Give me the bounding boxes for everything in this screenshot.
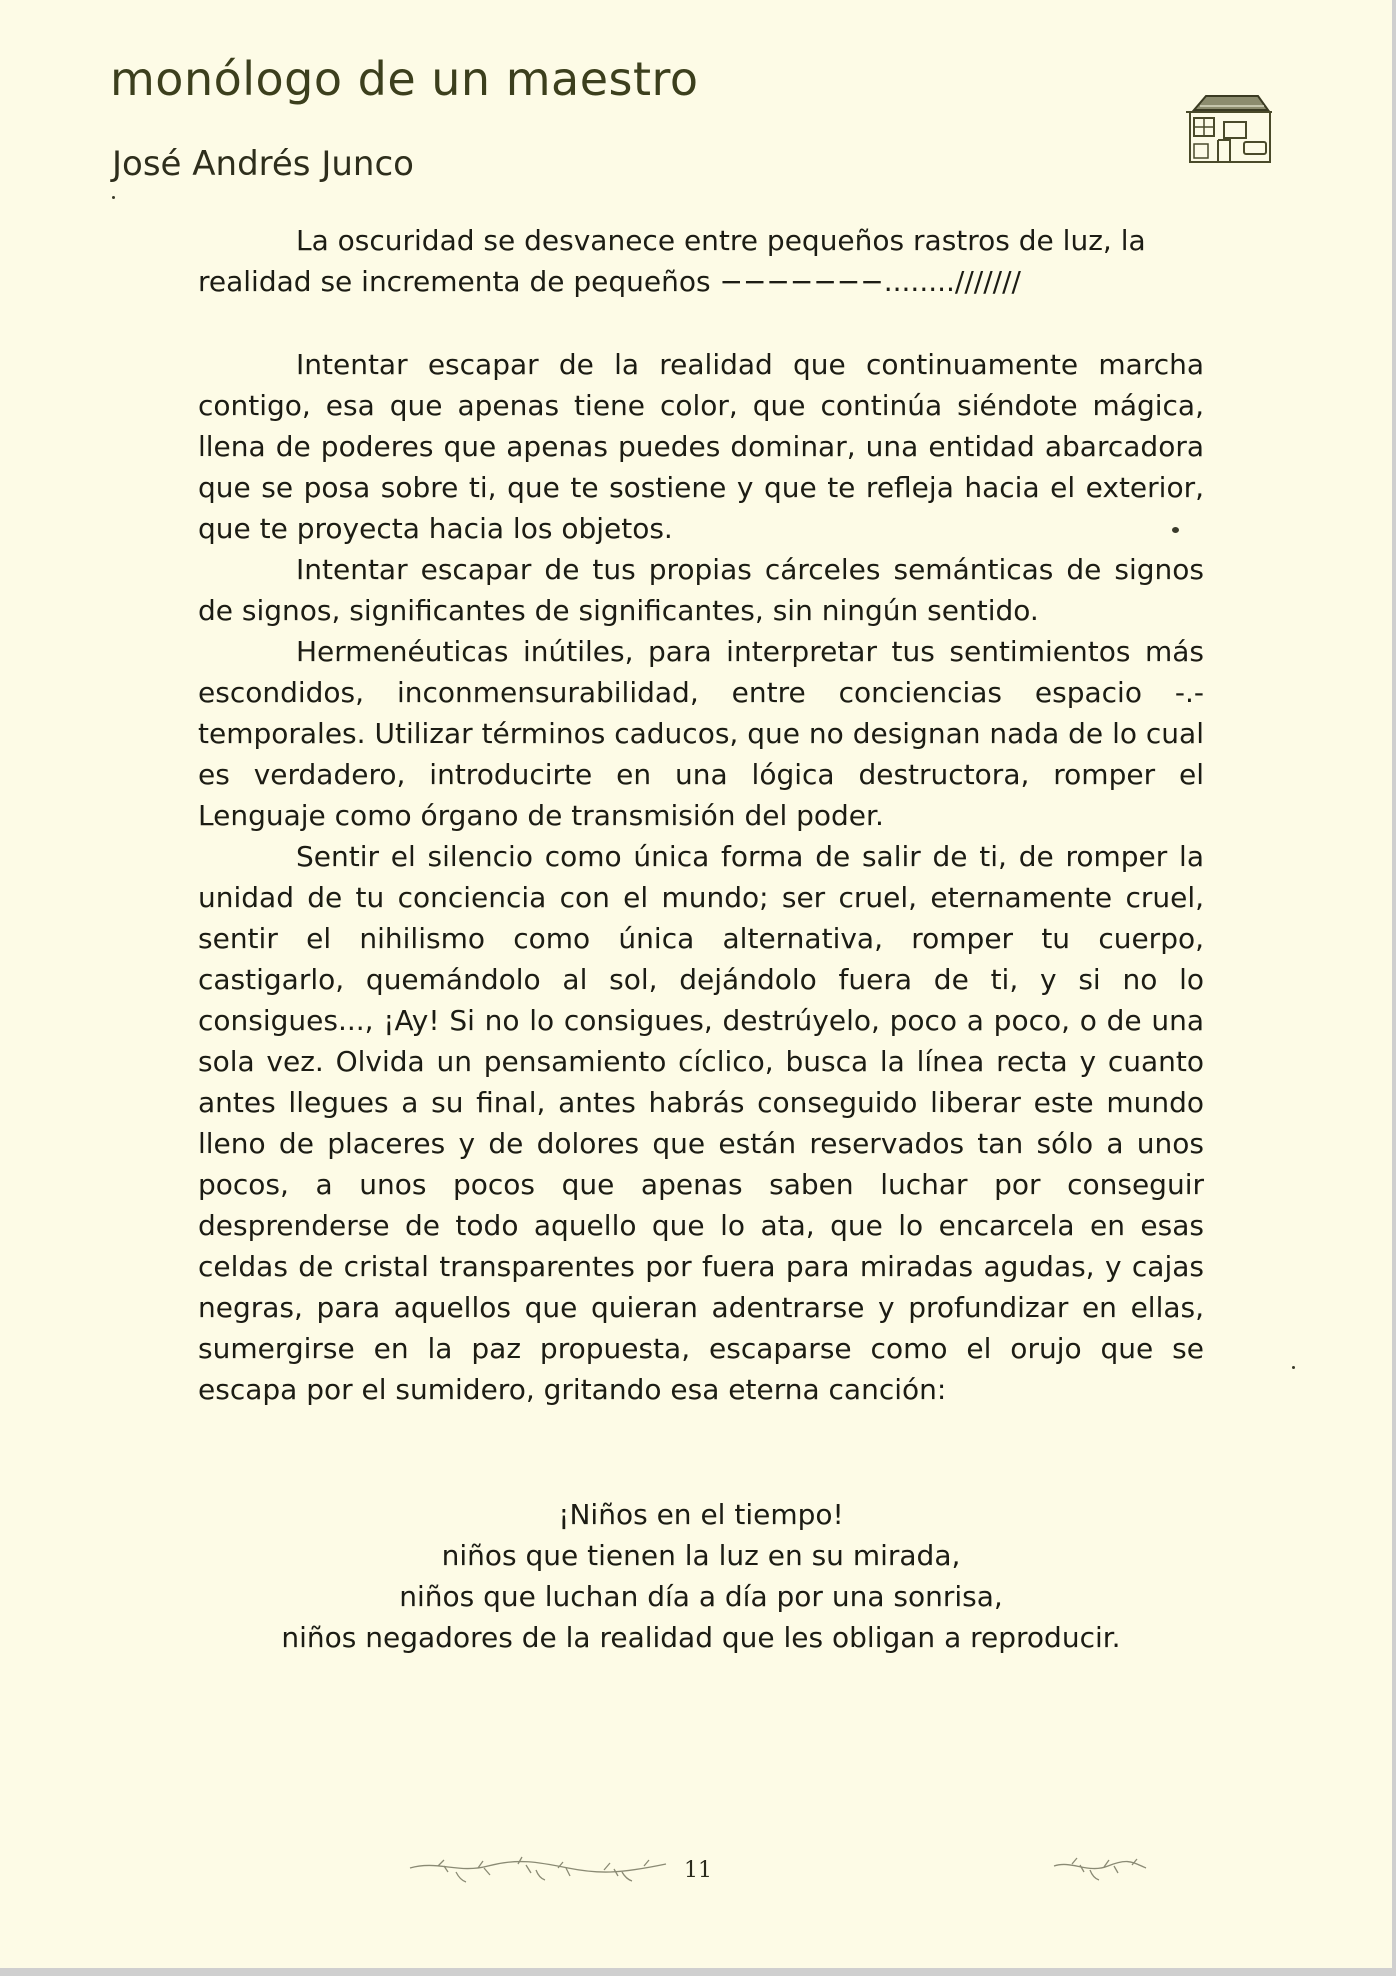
poem-line: niños que luchan día a día por una sonrisa, bbox=[399, 1580, 1003, 1613]
paragraph: Sentir el silencio como única forma de salir de ti, de romper la unidad de tu conciencia con el mundo; ser cruel, eternamente cruel, sentir el nihilismo como única alternativa, romper tu cuerpo, castigarlo, quemándolo al sol, dejándolo fuera de ti, y si no lo consigues..., ¡Ay! Si no lo consigues, destrúyelo, poco a poco, o de una sola vez. Olvida un pensamiento cíclico, busca la línea recta y cuanto antes llegues a su final, antes habrás conseguido liberar este mundo lleno de placeres y de dolores que están reservados tan sólo a unos pocos, a unos pocos que apenas saben luchar por conseguir desprenderse de todo aquello que lo ata, que lo encarcela en esas celdas de cristal transparentes por fuera para miradas agudas, y cajas negras, para aquellos que quieran adentrarse y profundizar en ellas, sumergirse en la paz propuesta, escaparse como el orujo que se escapa por el sumidero, gritando esa eterna canción: bbox=[198, 840, 1204, 1406]
poem-line: niños negadores de la realidad que les obligan a reproducir. bbox=[281, 1621, 1121, 1654]
speck bbox=[112, 196, 115, 199]
intro-line: La oscuridad se desvanece entre pequeños rastros de luz, la realidad se incrementa de pequeños −−−−−−−......../////// bbox=[198, 224, 1146, 298]
author-name: José Andrés Junco bbox=[112, 144, 414, 184]
page-number: 11 bbox=[684, 1858, 712, 1883]
speck bbox=[1292, 1366, 1295, 1369]
paragraph: Intentar escapar de la realidad que continuamente marcha contigo, esa que apenas tiene color, que continúa siéndote mágica, llena de poderes que apenas puedes dominar, una entidad abarcadora que se posa sobre ti, que te sostiene y que te refleja hacia el exterior, que te proyecta hacia los objetos. bbox=[198, 348, 1204, 545]
vine-ornament-icon bbox=[408, 1852, 668, 1886]
page-title: monólogo de un maestro bbox=[110, 52, 699, 106]
intro-text bbox=[198, 220, 1204, 302]
speck bbox=[1172, 527, 1179, 533]
poem-line: niños que tienen la luz en su mirada, bbox=[441, 1539, 961, 1572]
poem bbox=[198, 1494, 1204, 1658]
poem-line: ¡Niños en el tiempo! bbox=[558, 1498, 844, 1531]
paragraph: Hermenéuticas inútiles, para interpretar tus sentimientos más escondidos, inconmensurabilidad, entre conciencias espacio -.- temporales. Utilizar términos caducos, que no designan nada de lo cual es verdadero, introducirte en una lógica destructora, romper el Lenguaje como órgano de transmisión del poder. bbox=[198, 635, 1204, 832]
paragraph: Intentar escapar de tus propias cárceles semánticas de signos de signos, significantes de significantes, sin ningún sentido. bbox=[198, 553, 1204, 627]
main-text bbox=[198, 344, 1204, 1410]
house-sketch-icon bbox=[1180, 92, 1272, 168]
vine-ornament-icon bbox=[1052, 1852, 1148, 1886]
